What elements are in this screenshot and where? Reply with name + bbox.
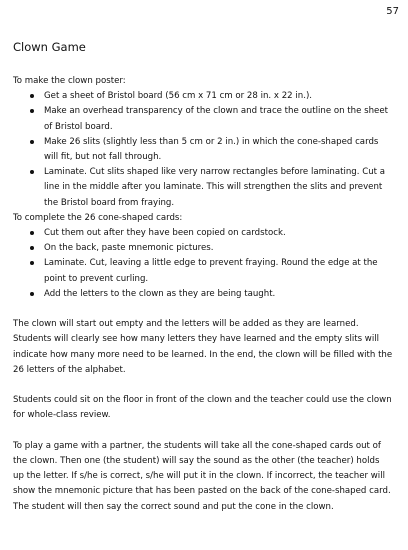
bullet-icon bbox=[30, 140, 34, 144]
paragraph-partner-game: To play a game with a partner, the students will take all the cone-shaped cards out of the clown. Then one (the student) will say the sound as the other (the teacher) holds up the letter. If s/he is correct, s/he will put it in the clown. If incorrect, the teacher will show the mnemonic picture that has been pasted on the back of the cone-shaped card. The student will then say the correct sound and put the cone in the clown. bbox=[13, 440, 391, 512]
cards-steps-list bbox=[13, 226, 393, 302]
list-item-text: Laminate. Cut slits shaped like very narrow rectangles before laminating. Cut a line in the middle after you laminate. This will strengthen the slits and prevent the Bristol board from fraying. bbox=[44, 167, 386, 208]
list-item bbox=[13, 226, 393, 241]
page-number: 57 bbox=[386, 6, 399, 17]
list-item-text: On the back, paste mnemonic pictures. bbox=[44, 243, 214, 254]
list-item bbox=[13, 287, 393, 302]
bullet-icon bbox=[30, 109, 34, 113]
list-item-text: Add the letters to the clown as they are being taught. bbox=[44, 288, 276, 299]
bullet-icon bbox=[30, 94, 34, 98]
document-body bbox=[13, 74, 393, 515]
paragraph-review: Students could sit on the floor in front of the clown and the teacher could use the clown for whole-class review. bbox=[13, 395, 392, 421]
list-item bbox=[13, 241, 393, 256]
paragraph-progress: The clown will start out empty and the letters will be added as they are learned. Students will clearly see how many letters they have learned and the empty slits will indicate how many more need to be learned. In the end, the clown will be filled with the 26 letters of the alphabet. bbox=[13, 319, 393, 375]
list-item bbox=[13, 104, 393, 134]
list-item-text: Make an overhead transparency of the clown and trace the outline on the sheet of Bristol board. bbox=[44, 106, 388, 132]
list-item bbox=[13, 89, 393, 104]
list-item-text: Cut them out after they have been copied on cardstock. bbox=[44, 228, 286, 239]
poster-steps-list bbox=[13, 89, 393, 211]
list-item bbox=[13, 256, 393, 286]
list-item-text: Laminate. Cut, leaving a little edge to prevent fraying. Round the edge at the point to prevent curling. bbox=[44, 258, 378, 284]
bullet-icon bbox=[30, 246, 34, 250]
list-item-text: Make 26 slits (slightly less than 5 cm or 2 in.) in which the cone-shaped cards will fit, but not fall through. bbox=[44, 136, 379, 163]
bullet-icon bbox=[30, 231, 34, 235]
list-item bbox=[13, 165, 393, 211]
bullet-icon bbox=[30, 170, 34, 174]
bullet-icon bbox=[30, 292, 34, 296]
page-title: Clown Game bbox=[13, 40, 86, 54]
list-item bbox=[13, 135, 393, 165]
poster-heading: To make the clown poster: bbox=[13, 76, 126, 86]
list-item-text: Get a sheet of Bristol board (56 cm x 71 cm or 28 in. x 22 in.). bbox=[44, 91, 313, 102]
cards-heading: To complete the 26 cone-shaped cards: bbox=[13, 212, 183, 223]
bullet-icon bbox=[30, 261, 34, 265]
